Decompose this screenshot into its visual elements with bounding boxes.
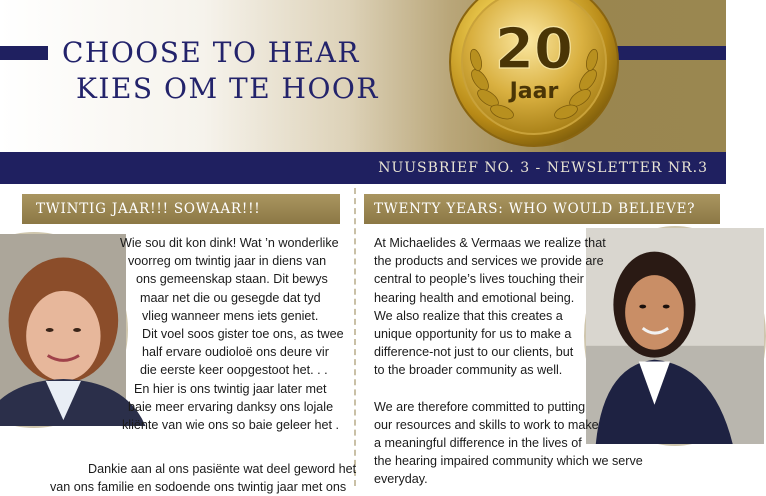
left-text-line: maar net die ou gesegde dat tyd bbox=[140, 290, 321, 305]
right-text-line: a meaningful difference in the lives of bbox=[374, 436, 582, 451]
left-body-text bbox=[120, 234, 344, 434]
medal-number: 20 bbox=[495, 17, 573, 82]
right-text-line: difference-not just to our clients, but bbox=[374, 345, 574, 360]
masthead bbox=[0, 0, 726, 152]
left-text-line: Wie sou dit kon dink! Wat ’n wonderlike bbox=[120, 236, 339, 250]
left-body-text-bottom bbox=[30, 460, 356, 496]
right-body-text bbox=[374, 234, 643, 489]
left-text-line: die eerste keer oopgestoot het. . . bbox=[140, 363, 328, 378]
left-text-line: voorreg om twintig jaar in diens van bbox=[128, 254, 327, 269]
right-text-line bbox=[374, 380, 643, 398]
right-section-heading: TWENTY YEARS: WHO WOULD BELIEVE? bbox=[364, 194, 720, 224]
right-text-line: central to people’s lives touching their bbox=[374, 272, 584, 287]
right-text-line: the products and services we provide are bbox=[374, 254, 604, 269]
left-text-line: ons gemeenskap staan. Dit bewys bbox=[136, 272, 328, 287]
left-text-line: baie meer ervaring danksy ons lojale bbox=[128, 399, 334, 414]
right-text-line: to the broader community as well. bbox=[374, 363, 563, 378]
column-divider bbox=[354, 188, 356, 486]
left-section-heading: TWINTIG JAAR!!! SOWAAR!!! bbox=[22, 194, 340, 224]
right-text-line: We are therefore committed to putting bbox=[374, 399, 586, 414]
newsletter-band bbox=[0, 152, 726, 184]
right-text-line: hearing health and emotional being. bbox=[374, 290, 575, 305]
left-text-line: vlieg wanneer mens iets geniet. bbox=[142, 308, 319, 323]
right-text-line: everyday. bbox=[374, 472, 428, 487]
left-text-line: Dit voel soos gister toe ons, as twee bbox=[142, 326, 344, 341]
masthead-accent-bar-left bbox=[0, 46, 48, 60]
right-text-line: unique opportunity for us to make a bbox=[374, 326, 572, 341]
left-text-line: kliënte van wie ons so baie geleer het . bbox=[122, 417, 340, 432]
medal-graphic bbox=[446, 0, 622, 150]
staff-photo-left bbox=[0, 232, 128, 428]
anniversary-medal bbox=[446, 0, 622, 150]
title-afrikaans: KIES OM TE HOOR bbox=[76, 72, 379, 105]
title-english: CHOOSE TO HEAR bbox=[62, 36, 360, 69]
medal-word: Jaar bbox=[509, 79, 559, 104]
right-text-line: the hearing impaired community which we serve bbox=[374, 454, 643, 469]
right-text-line: At Michaelides & Vermaas we realize that bbox=[374, 236, 606, 250]
left-text-line: Dankie aan al ons pasiënte wat deel geword het bbox=[88, 462, 357, 476]
right-text-line: We also realize that this creates a bbox=[374, 308, 563, 323]
left-text-line: En hier is ons twintig jaar later met bbox=[134, 381, 327, 396]
right-text-line: our resources and skills to work to make bbox=[374, 417, 599, 432]
left-text-line: half ervare oudioloë ons deure vir bbox=[142, 345, 329, 360]
left-text-line: van ons familie en sodoende ons twintig jaar met ons bbox=[50, 480, 347, 495]
newsletter-number: NUUSBRIEF NO. 3 - NEWSLETTER NR.3 bbox=[378, 160, 708, 176]
